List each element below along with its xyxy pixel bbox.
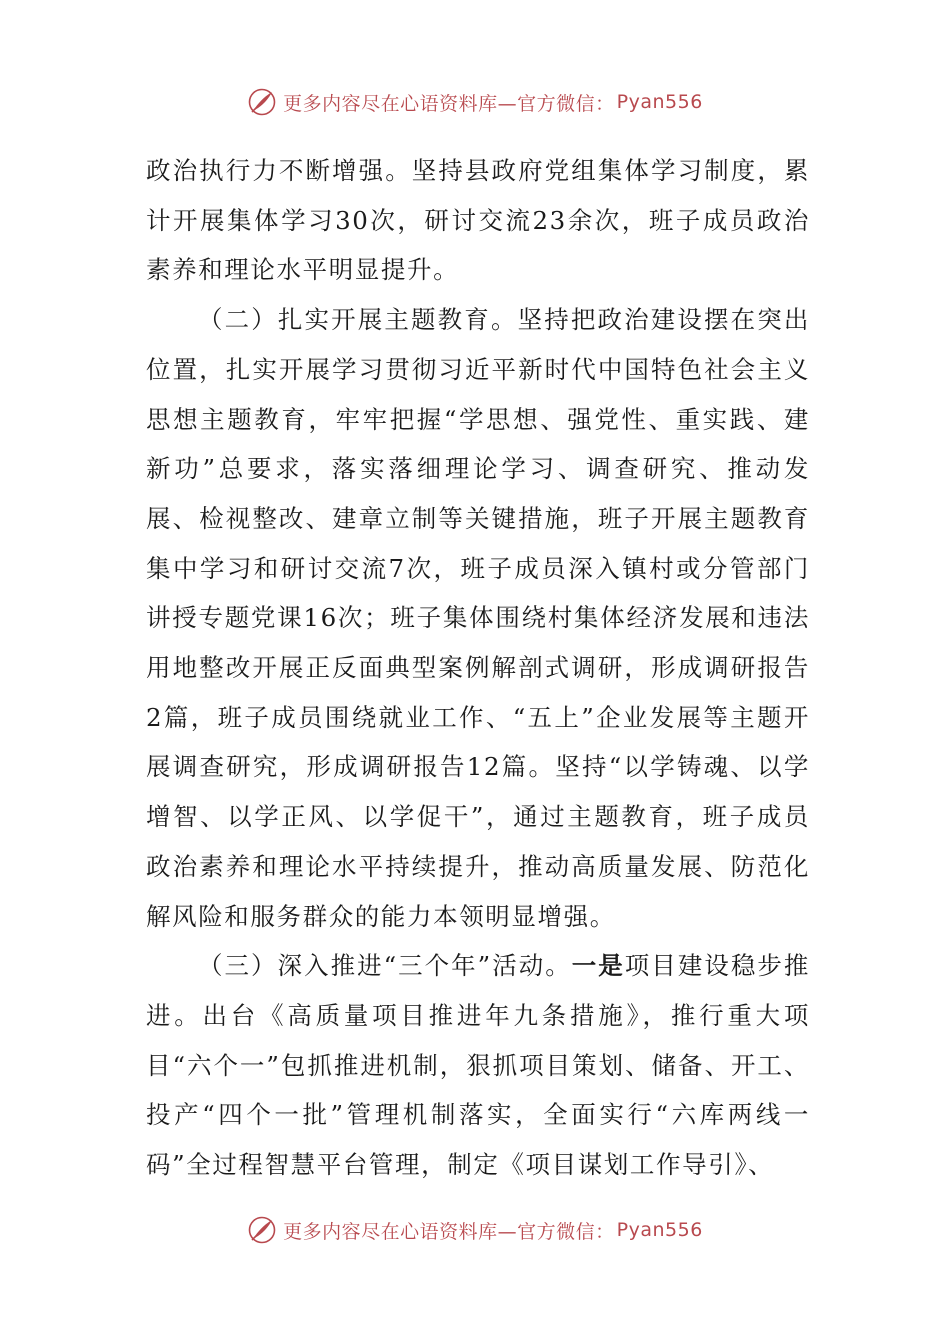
paragraph-continuation: 政治执行力不断增强。坚持县政府党组集体学习制度，累计开展集体学习30次，研讨交流23余次，班子成员政治素养和理论水平明显提升。 [146, 156, 810, 285]
paragraph-rest: 项目建设稳步推进。出台《高质量项目推进年九条措施》，推行重大项目“六个一”包抓推进机制，狠抓项目策划、储备、开工、投产“四个一批”管理机制落实，全面实行“六库两线一码”全过程智慧平台管理，制定《项目谋划工作导引》、 [146, 951, 810, 1180]
quill-pen-logo-icon [247, 1215, 277, 1245]
paragraph-lead: （三）深入推进“三个年”活动。 [198, 951, 572, 981]
watermark-wechat-id: Pyan556 [616, 1219, 703, 1241]
quill-pen-logo-icon [247, 87, 277, 117]
paragraph-theme-education: （二）扎实开展主题教育。坚持把政治建设摆在突出位置，扎实开展学习贯彻习近平新时代中国特色社会主义思想主题教育，牢牢把握“学思想、强党性、重实践、建新功”总要求，落实落细理论学习、调查研究、推动发展、检视整改、建章立制等关键措施，班子开展主题教育集中学习和研讨交流7次，班子成员深入镇村或分管部门讲授专题党课16次；班子集体围绕村集体经济发展和违法用地整改开展正反面典型案例解剖式调研，形成调研报告2篇，班子成员围绕就业工作、“五上”企业发展等主题开展调查研究，形成调研报告12篇。坚持“以学铸魂、以学增智、以学正风、以学促干”，通过主题教育，班子成员政治素养和理论水平持续提升，推动高质量发展、防范化解风险和服务群众的能力本领明显增强。 [146, 305, 810, 931]
footer-watermark-banner [0, 1210, 950, 1250]
document-body [146, 146, 810, 1190]
paragraph-bold-marker: 一是 [571, 951, 625, 981]
watermark-text: 更多内容尽在心语资料库—官方微信： [283, 92, 615, 115]
header-watermark-banner [0, 82, 950, 122]
watermark-text: 更多内容尽在心语资料库—官方微信： [283, 1220, 615, 1243]
watermark-wechat-id: Pyan556 [616, 91, 703, 113]
paragraph-three-years-activity [146, 941, 810, 1190]
